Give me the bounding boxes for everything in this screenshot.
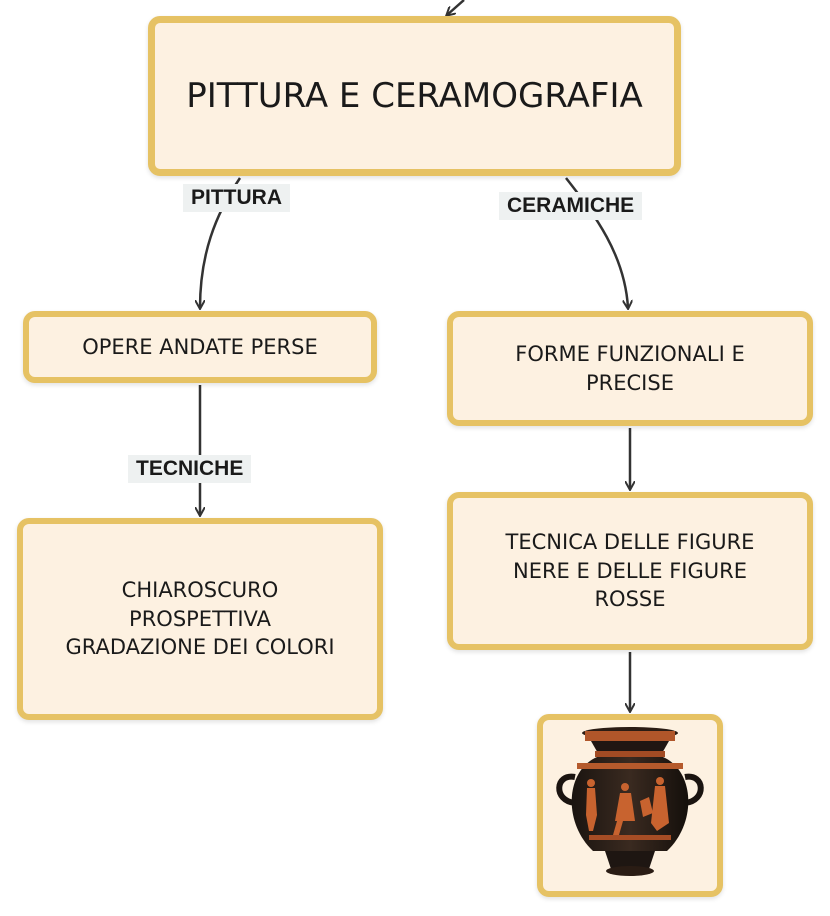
techniques-list-node[interactable]: [17, 518, 383, 720]
figures-technique-label: TECNICA DELLE FIGURE NERE E DELLE FIGURE ROSSE: [505, 530, 755, 612]
root-node-label: PITTURA E CERAMOGRAFIA: [186, 75, 643, 116]
edge-label-techniques: [128, 455, 251, 483]
edge-label-ceramics-text: CERAMICHE: [507, 194, 635, 217]
incoming-connector: [447, 0, 464, 15]
edge-label-painting-text: PITTURA: [191, 186, 282, 209]
figures-technique-node[interactable]: [447, 492, 813, 650]
edge-label-painting: [183, 184, 290, 212]
lost-works-label: OPERE ANDATE PERSE: [82, 334, 318, 359]
vase-image-node[interactable]: [537, 714, 723, 897]
techniques-list-label: CHIAROSCURO PROSPETTIVA GRADAZIONE DEI COLORI: [65, 578, 335, 660]
root-node[interactable]: [148, 16, 681, 176]
functional-forms-label: FORME FUNZIONALI E PRECISE: [515, 341, 745, 395]
edge-label-techniques-text: TECNICHE: [136, 457, 244, 480]
functional-forms-node[interactable]: [447, 311, 813, 426]
edge-label-ceramics: [499, 192, 642, 220]
red-figure-vase-image: [545, 723, 715, 888]
lost-works-node[interactable]: [23, 311, 377, 383]
